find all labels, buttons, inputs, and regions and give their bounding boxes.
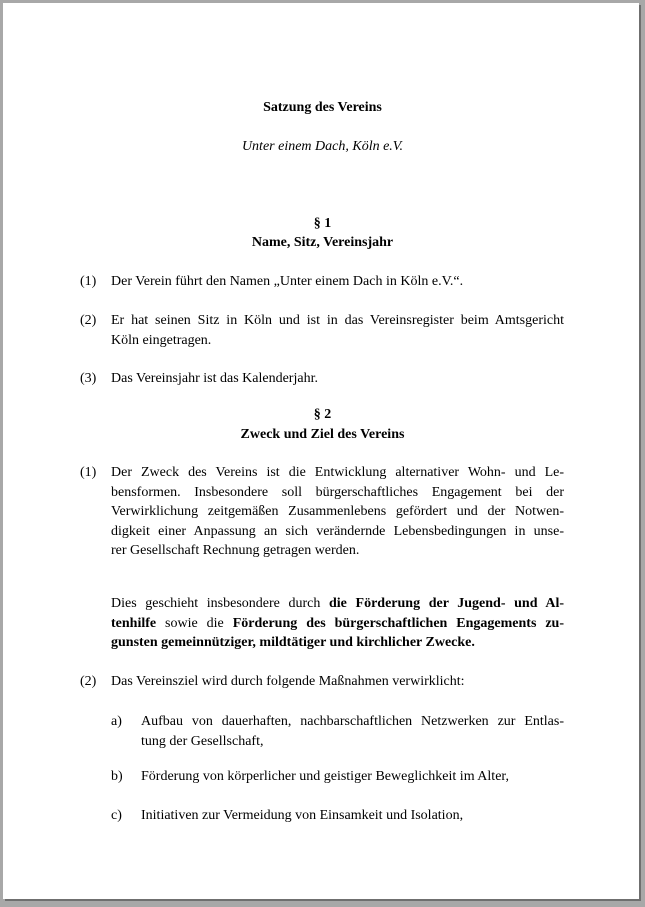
section-2-number: § 2 [313,407,332,422]
document-subtitle: Unter einem Dach, Köln e.V. [241,139,404,154]
text-run-bold: tenhilfe [111,615,157,631]
sec2-item-2-number: (2) [80,674,97,689]
text-line [111,594,564,614]
text-line: Köln eingetragen. [111,332,212,348]
sec1-item-3-number: (3) [80,371,97,386]
text-line: rer Gesellschaft Rechnung getragen werden. [111,543,360,558]
subitem-a-text [141,712,564,751]
sec1-item-1-number: (1) [80,274,97,289]
sec1-item-3-text: Das Vereinsjahr ist das Kalenderjahr. [111,371,318,386]
text-run-bold: Förderung des bürgerschaftlichen Engagements zu- [232,615,565,631]
sec2-paragraph-2 [111,594,564,653]
sec2-item-1-text [111,463,564,561]
section-1-number: § 1 [313,216,332,231]
subitem-c-text: Initiativen zur Vermeidung von Einsamkeit und Isolation, [141,808,464,823]
sec1-item-1-text: Der Verein führt den Namen „Unter einem Dach in Köln e.V.“. [111,274,464,289]
subitem-b-marker: b) [111,769,123,784]
text-run: Dies geschieht insbesondere durch [111,596,329,611]
sec1-item-2-text [111,311,564,350]
subitem-c-marker: c) [111,808,122,823]
text-line: Verwirklichung zeitgemäßen Zusammenlebens gefördert und der Notwen- [111,504,564,519]
subitem-b-text: Förderung von körperlicher und geistiger Beweglichkeit im Alter, [141,769,510,784]
text-run-bold: gunsten gemeinnütziger, mildtätiger und kirchlicher Zwecke. [111,635,475,650]
text-run: sowie die [156,615,233,631]
document-title: Satzung des Vereins [263,100,382,115]
text-run-bold: die Förderung der Jugend- und Al- [329,596,565,611]
sec2-item-1-number: (1) [80,465,97,480]
text-line: bensformen. Insbesondere soll bürgerschaftliches Engagement bei der [111,484,564,500]
sec1-item-2-number: (2) [80,313,97,328]
text-line: Aufbau von dauerhaften, nachbarschaftlichen Netzwerken zur Entlas- [141,714,564,729]
document-page [3,3,639,899]
sec2-item-2-text: Das Vereinsziel wird durch folgende Maßnahmen verwirklicht: [111,674,465,689]
text-line: digkeit einer Anpassung an sich verändernde Lebensbedingungen in unse- [111,523,564,539]
subitem-a-marker: a) [111,714,122,729]
text-line: tung der Gesellschaft, [141,733,264,749]
section-2-heading: Zweck und Ziel des Vereins [240,427,405,442]
text-line: Er hat seinen Sitz in Köln und ist in das Vereinsregister beim Amtsgericht [111,313,564,328]
text-line: Der Zweck des Vereins ist die Entwicklung alternativer Wohn- und Le- [111,465,564,480]
text-line [111,614,564,634]
section-1-heading: Name, Sitz, Vereinsjahr [251,235,394,250]
text-line [111,633,564,653]
